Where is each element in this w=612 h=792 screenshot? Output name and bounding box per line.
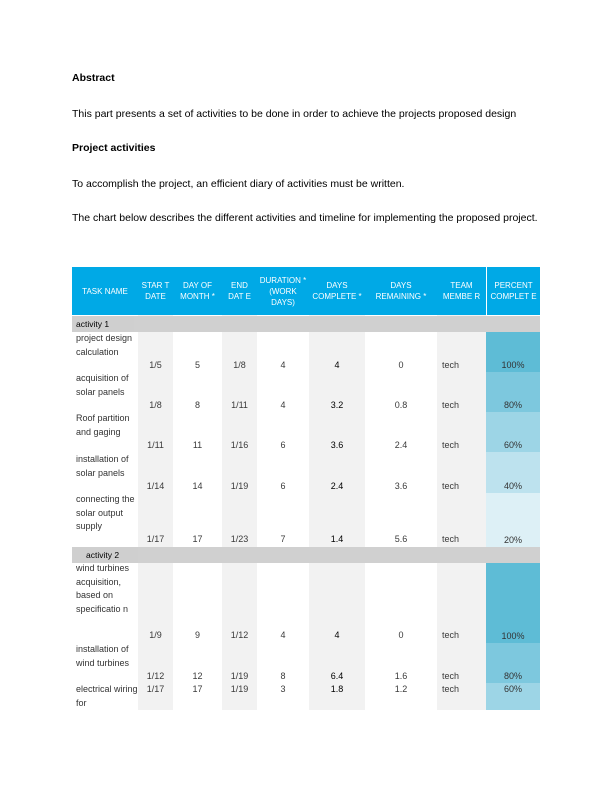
team-member: tech [442, 481, 460, 491]
day-of-month: 17 [192, 534, 203, 544]
team-member-column-bg [437, 315, 486, 710]
percent-cell [486, 683, 540, 710]
group-row-activity-1 [72, 316, 540, 332]
activities-heading: Project activities [72, 142, 156, 154]
days-complete: 1.4 [330, 534, 344, 544]
header-start-date: STAR T DATE [138, 267, 173, 315]
header-task-name: TASK NAME [72, 267, 138, 315]
percent-value: 40% [503, 480, 522, 491]
team-member: tech [442, 534, 460, 544]
start-date: 1/17 [146, 534, 165, 544]
days-complete: 4 [334, 630, 340, 640]
start-date: 1/9 [149, 630, 162, 640]
end-date: 1/16 [230, 440, 249, 450]
team-member: tech [442, 630, 460, 640]
day-of-month: 5 [194, 360, 200, 370]
task-name: connecting the solar output supply [76, 494, 135, 531]
days-remaining: 0.8 [394, 400, 408, 410]
abstract-text: This part presents a set of activities to be done in order to achieve the projects proposed design [72, 108, 517, 120]
task-name: wind turbines acquisition, based on specificatio n [76, 563, 130, 614]
percent-cell [486, 643, 540, 683]
days-complete: 2.4 [330, 481, 344, 491]
abstract-heading: Abstract [72, 72, 115, 84]
header-days-complete: DAYS COMPLETE * [309, 267, 365, 315]
end-date: 1/19 [230, 481, 249, 491]
duration: 8 [280, 671, 286, 681]
duration: 6 [280, 440, 286, 450]
end-date: 1/23 [230, 534, 249, 544]
days-complete: 6.4 [330, 671, 344, 681]
day-of-month: 11 [192, 440, 203, 450]
percent-cell [486, 452, 540, 493]
end-date: 1/19 [230, 684, 249, 694]
group-label: activity 2 [72, 547, 138, 563]
duration: 7 [280, 534, 286, 544]
percent-cell [486, 563, 540, 643]
header-percent-complete: PERCENT COMPLET E [486, 267, 540, 315]
percent-cell [486, 332, 540, 372]
duration: 4 [280, 630, 286, 640]
percent-value: 80% [503, 670, 522, 681]
percent-value: 100% [501, 630, 525, 641]
end-date: 1/11 [231, 400, 248, 410]
percent-value: 100% [501, 359, 525, 370]
task-name: electrical wiring for [76, 684, 138, 708]
days-complete: 3.2 [330, 400, 344, 410]
days-remaining: 0 [398, 630, 404, 640]
day-of-month: 14 [192, 481, 203, 491]
percent-value: 60% [503, 684, 522, 694]
task-name: installation of solar panels [76, 454, 129, 478]
day-of-month: 17 [192, 684, 203, 694]
duration: 6 [280, 481, 286, 491]
days-complete: 4 [334, 360, 340, 370]
days-complete: 1.8 [330, 684, 344, 694]
start-date-column-bg [138, 315, 173, 710]
duration: 4 [280, 400, 286, 410]
start-date: 1/14 [146, 481, 165, 491]
start-date: 1/17 [146, 684, 165, 694]
team-member: tech [442, 684, 460, 694]
start-date: 1/12 [146, 671, 165, 681]
end-date-column-bg [222, 315, 257, 710]
end-date: 1/12 [230, 630, 249, 640]
header-duration: DURATION * (WORK DAYS) [257, 267, 309, 315]
end-date: 1/19 [230, 671, 249, 681]
days-remaining: 1.2 [394, 684, 408, 694]
task-name: acquisition of solar panels [76, 373, 129, 397]
duration: 4 [280, 360, 286, 370]
percent-value: 20% [503, 534, 522, 545]
header-team-member: TEAM MEMBE R [437, 267, 486, 315]
days-remaining: 0 [398, 360, 404, 370]
days-remaining: 2.4 [394, 440, 408, 450]
day-of-month: 9 [194, 630, 200, 640]
team-member: tech [442, 440, 460, 450]
chart-description-paragraph: The chart below describes the different activities and timeline for implementing the proposed project. [72, 212, 538, 224]
day-of-month: 12 [192, 671, 203, 681]
percent-cell [486, 412, 540, 452]
end-date: 1/8 [233, 360, 246, 370]
header-days-remaining: DAYS REMAINING * [365, 267, 437, 315]
percent-cell [486, 493, 540, 547]
percent-value: 80% [503, 399, 522, 410]
day-of-month: 8 [194, 400, 200, 410]
task-name: project design calculation [76, 333, 133, 357]
percent-value: 60% [503, 439, 522, 450]
task-name: Roof partition and gaging [76, 413, 130, 437]
days-remaining: 5.6 [394, 534, 408, 544]
percent-cell [486, 372, 540, 412]
start-date: 1/8 [149, 400, 162, 410]
group-label: activity 1 [72, 316, 134, 332]
days-complete: 3.6 [330, 440, 344, 450]
group-row-activity-2 [72, 547, 540, 563]
intro-paragraph: To accomplish the project, an efficient diary of activities must be written. [72, 178, 405, 190]
days-complete-column-bg [309, 315, 365, 710]
header-day-of-month: DAY OF MONTH * [173, 267, 222, 315]
team-member: tech [442, 360, 460, 370]
days-remaining: 1.6 [394, 671, 408, 681]
team-member: tech [442, 400, 460, 410]
start-date: 1/5 [149, 360, 162, 370]
duration: 3 [280, 684, 286, 694]
team-member: tech [442, 671, 460, 681]
task-name: installation of wind turbines [76, 644, 130, 668]
start-date: 1/11 [147, 440, 164, 450]
header-end-date: END DAT E [222, 267, 257, 315]
days-remaining: 3.6 [394, 481, 408, 491]
